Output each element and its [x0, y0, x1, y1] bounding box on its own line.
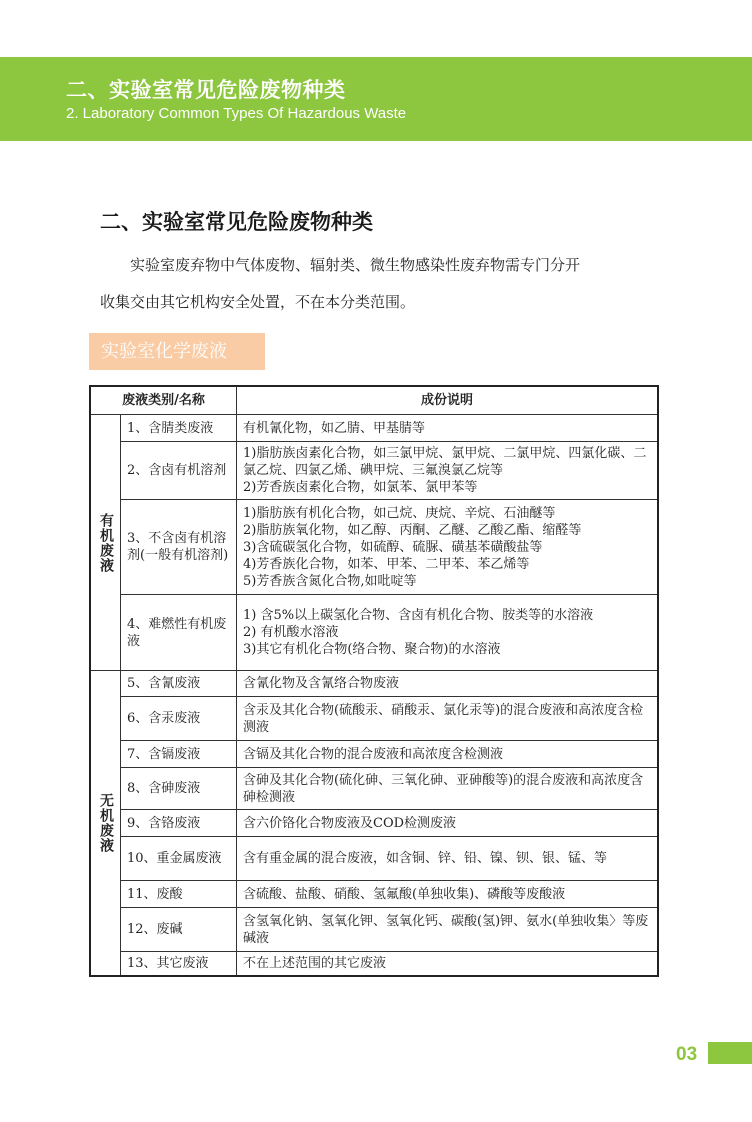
waste-description	[237, 741, 659, 768]
waste-description	[237, 671, 659, 697]
waste-name: 6、含汞废液	[121, 697, 237, 741]
intro-paragraph-line1: 实验室废弃物中气体废物、辐射类、微生物感染性废弃物需专门分开	[130, 256, 581, 274]
waste-name: 13、其它废液	[121, 952, 237, 977]
description-line: 有机氰化物，如乙腈、甲基腈等	[243, 420, 426, 436]
subheading-chemical-waste: 实验室化学废液	[89, 333, 265, 370]
description-line: 4)芳香族化合物，如苯、甲苯、二甲苯、苯乙烯等	[243, 556, 530, 572]
group-label: 有机废液	[90, 415, 121, 671]
description-line: 2)脂肪族氧化物，如乙醇、丙酮、乙醚、乙酸乙酯、缩醛等	[243, 522, 582, 538]
table-body	[90, 415, 658, 977]
waste-description	[237, 697, 659, 741]
intro-paragraph-line2: 收集交由其它机构安全处置，不在本分类范围。	[100, 293, 416, 311]
waste-description	[237, 415, 659, 442]
description-line: 1) 含5%以上碳氢化合物、含卤有机化合物、胺类等的水溶液	[243, 608, 594, 623]
description-line: 含砷及其化合物(硫化砷、三氧化砷、亚砷酸等)的混合废液和高浓度含砷检测液	[243, 772, 644, 805]
waste-name: 9、含铬废液	[121, 810, 237, 837]
waste-name: 7、含镉废液	[121, 741, 237, 768]
waste-description	[237, 908, 659, 952]
table-row	[90, 810, 658, 837]
table-row	[90, 415, 658, 442]
description-line: 含镉及其化合物的混合废液和高浓度含检测液	[243, 746, 504, 762]
description-line: 含硫酸、盐酸、硝酸、氢氟酸(单独收集)、磷酸等废酸液	[243, 886, 566, 902]
description-line: 含汞及其化合物(硫酸汞、硝酸汞、氯化汞等)的混合废液和高浓度含检测液	[243, 702, 644, 735]
description-line: 含氰化物及含氰络合物废液	[243, 676, 400, 691]
table-header-row	[90, 386, 658, 415]
table-row	[90, 881, 658, 908]
waste-name: 4、难燃性有机废液	[121, 595, 237, 671]
waste-name: 12、废碱	[121, 908, 237, 952]
table-row	[90, 952, 658, 977]
description-line: 含有重金属的混合废液，如含铜、锌、铅、镍、钡、银、锰、等	[243, 851, 608, 866]
table-row	[90, 671, 658, 697]
table-row	[90, 697, 658, 741]
description-line: 1)脂肪族有机化合物，如己烷、庚烷、辛烷、石油醚等	[243, 505, 556, 521]
header-banner	[0, 57, 752, 141]
waste-description	[237, 810, 659, 837]
description-line: 不在上述范围的其它废液	[243, 956, 387, 971]
waste-name: 8、含砷废液	[121, 768, 237, 810]
description-line: 3)其它有机化合物(络合物、聚合物)的水溶液	[243, 642, 501, 657]
group-label: 无机废液	[90, 671, 121, 977]
table-row	[90, 500, 658, 595]
header-category: 废液类别/名称	[90, 386, 237, 415]
description-line: 含氢氧化钠、氢氧化钾、氢氧化钙、碳酸(氢)钾、氨水(单独收集〉等废碱液	[243, 913, 649, 946]
table-row	[90, 837, 658, 881]
waste-name: 3、不含卤有机溶剂(一般有机溶剂)	[121, 500, 237, 595]
description-line: 5)芳香族含氮化合物,如吡啶等	[243, 573, 417, 589]
waste-name: 11、废酸	[121, 881, 237, 908]
description-line: 含六价铬化合物废液及COD检测废液	[243, 815, 457, 831]
waste-description	[237, 837, 659, 881]
waste-description	[237, 442, 659, 500]
section-title: 二、实验室常见危险废物种类	[100, 210, 373, 234]
description-line: 3)含硫碳氢化合物，如硫醇、硫脲、磺基苯磺酸盐等	[243, 539, 543, 555]
waste-name: 2、含卤有机溶剂	[121, 442, 237, 500]
description-line: 1)脂肪族卤素化合物，如三氯甲烷、氯甲烷、二氯甲烷、四氯化碳、二氯乙烷、四氯乙烯、碘甲烷、三氟溴氯乙烷等	[243, 446, 647, 478]
description-line: 2)芳香族卤素化合物，如氯苯、氯甲苯等	[243, 480, 478, 495]
page-number: 03	[676, 1044, 698, 1065]
waste-description	[237, 881, 659, 908]
waste-name: 1、含腈类废液	[121, 415, 237, 442]
banner-title-en: 2. Laboratory Common Types Of Hazardous Waste	[66, 105, 407, 122]
banner-title-zh: 二、实验室常见危险废物种类	[66, 78, 346, 102]
waste-name: 5、含氰废液	[121, 671, 237, 697]
table-row	[90, 908, 658, 952]
waste-description	[237, 500, 659, 595]
table-row	[90, 442, 658, 500]
table-row	[90, 768, 658, 810]
table-row	[90, 741, 658, 768]
waste-description	[237, 595, 659, 671]
waste-description	[237, 768, 659, 810]
waste-table	[89, 385, 659, 977]
page-number-bar	[708, 1042, 752, 1064]
table-row	[90, 595, 658, 671]
description-line: 2) 有机酸水溶液	[243, 625, 339, 640]
waste-name: 10、重金属废液	[121, 837, 237, 881]
waste-description	[237, 952, 659, 977]
header-description: 成份说明	[237, 386, 659, 415]
